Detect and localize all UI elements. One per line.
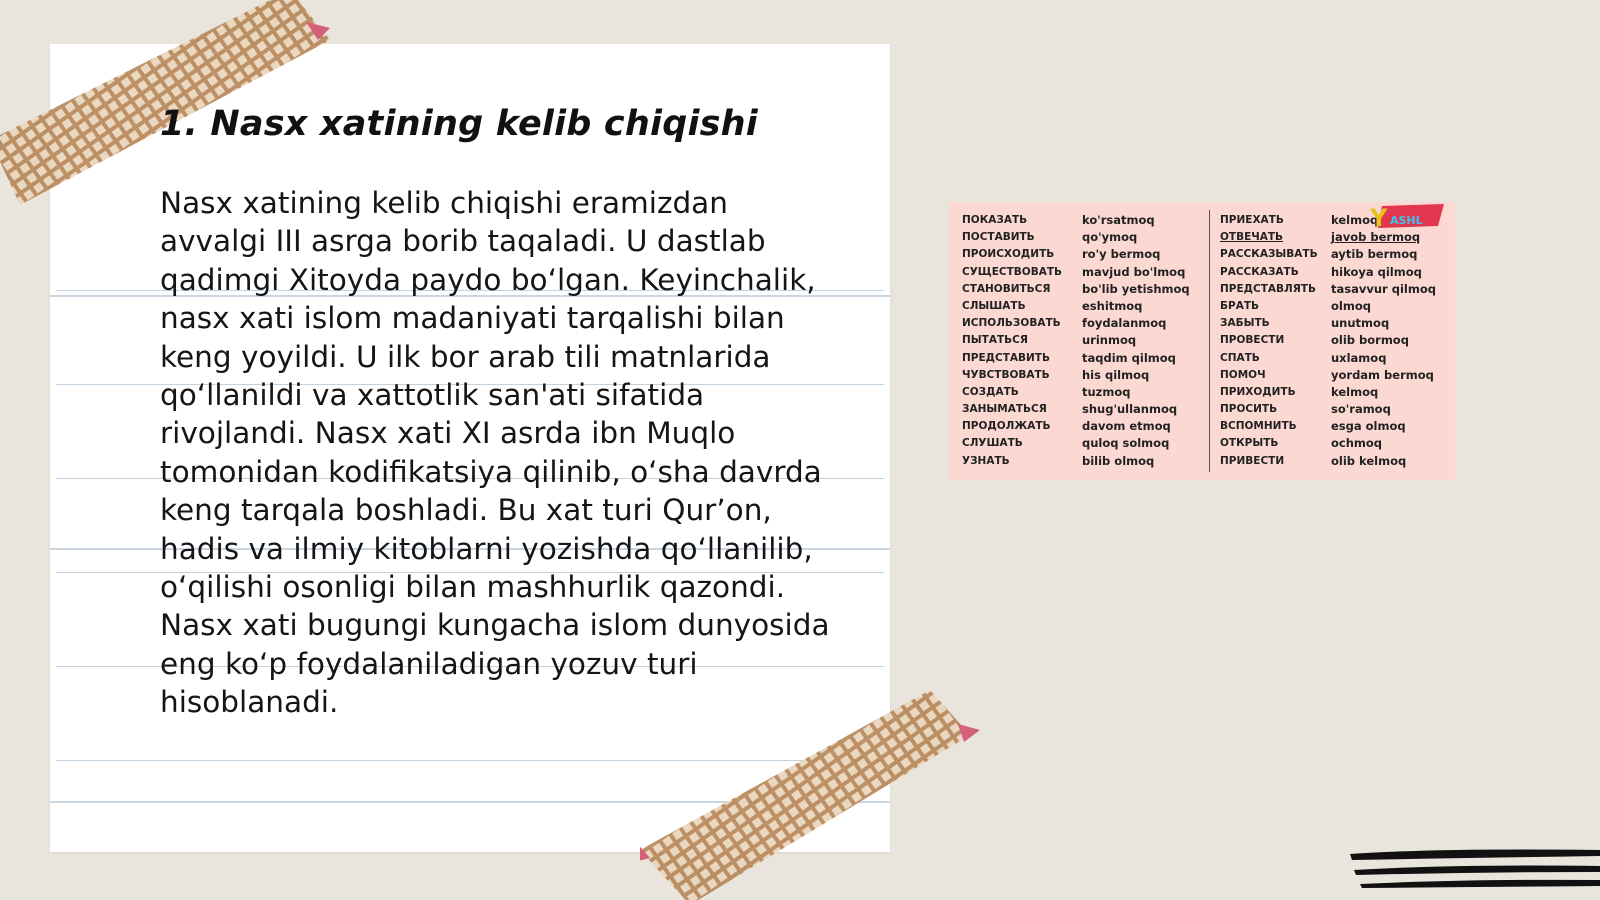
vocab-word: ПЫТАТЬСЯ: [962, 334, 1028, 347]
vocab-translation: kelmoq: [1331, 213, 1379, 227]
brand-logo-icon: [1368, 202, 1448, 232]
vocab-word: БРАТЬ: [1220, 299, 1259, 312]
vocab-translation: olib kelmoq: [1331, 453, 1407, 468]
vocab-translation: kelmoq: [1331, 384, 1379, 399]
vocab-column-left-uz: [1082, 212, 1190, 470]
vocab-word: РАССКАЗАТЬ: [1220, 265, 1299, 278]
vocab-word: СПАТЬ: [1220, 351, 1260, 364]
vocab-word: РАССКАЗЫВАТЬ: [1220, 248, 1318, 261]
vocab-translation: mavjud bo'lmoq: [1082, 264, 1186, 279]
vocab-translation: aytib bermoq: [1331, 247, 1418, 262]
vocab-translation: ochmoq: [1331, 436, 1383, 451]
vocab-column-left-ru: [962, 212, 1062, 470]
vocab-translation: urinmoq: [1082, 333, 1137, 348]
vocab-translation: tuzmoq: [1082, 384, 1131, 399]
vocab-translation: olib bormoq: [1331, 333, 1409, 348]
vocab-word: ПРОДОЛЖАТЬ: [962, 420, 1051, 433]
vocabulary-table-image: [950, 202, 1455, 480]
vocab-translation: foydalanmoq: [1082, 316, 1167, 331]
vocab-word: ЗАБЫТЬ: [1220, 317, 1270, 330]
vocab-translation: ro'y bermoq: [1082, 247, 1161, 262]
vocab-translation: hikoya qilmoq: [1331, 264, 1422, 279]
svg-text:Y: Y: [1370, 204, 1388, 232]
vocab-column-right-uz: [1331, 212, 1436, 470]
vocab-word: ПОКАЗАТЬ: [962, 214, 1028, 226]
vocab-word: ВСПОМНИТЬ: [1220, 420, 1297, 433]
vocab-word: ПРОИСХОДИТЬ: [962, 248, 1055, 261]
vocab-word: ИСПОЛЬЗОВАТЬ: [962, 317, 1061, 330]
vocab-translation: javob bermoq: [1331, 230, 1421, 245]
vocab-translation: taqdim qilmoq: [1082, 350, 1176, 365]
vocab-translation: his qilmoq: [1082, 367, 1150, 382]
brush-stroke-lines-icon: [1348, 846, 1600, 892]
vocab-translation: qo'ymoq: [1082, 230, 1138, 245]
vocab-translation: olmoq: [1331, 298, 1371, 313]
logo-text: ASHL: [1390, 214, 1423, 227]
page-title: 1. Nasx xatining kelib chiqishi: [160, 104, 758, 144]
vocab-column-right-ru: [1220, 212, 1318, 470]
vocab-word: ПРИВЕСТИ: [1220, 454, 1285, 467]
vocab-word: СЛУШАТЬ: [962, 437, 1023, 450]
vocab-translation: quloq solmoq: [1082, 436, 1170, 451]
vocab-word: ПРОВЕСТИ: [1220, 334, 1285, 347]
vocab-translation: yordam bermoq: [1331, 367, 1434, 382]
vocab-word: ПОСТАВИТЬ: [962, 231, 1035, 244]
vocab-translation: so'ramoq: [1331, 402, 1391, 417]
vocab-word: ЗАНЫМАТЬСЯ: [962, 403, 1047, 416]
vocab-word: ЧУВСТВОВАТЬ: [962, 368, 1050, 381]
vocab-translation: shug'ullanmoq: [1082, 402, 1178, 417]
vocab-word: СЛЫШАТЬ: [962, 299, 1026, 312]
vocab-word: ПРОСИТЬ: [1220, 403, 1278, 416]
vocab-word: УЗНАТЬ: [962, 454, 1010, 467]
vocab-translation: esga olmoq: [1331, 419, 1406, 434]
vocab-word: ПРЕДСТАВЛЯТЬ: [1220, 282, 1316, 295]
vocab-translation: eshitmoq: [1082, 298, 1143, 313]
vocab-word: ПОМОЧ: [1220, 368, 1266, 381]
vocab-word: ПРИЕХАТЬ: [1220, 214, 1284, 226]
vocab-translation: davom etmoq: [1082, 419, 1171, 434]
vocab-word: ПРИХОДИТЬ: [1220, 385, 1296, 398]
vocab-word: СОЗДАТЬ: [962, 385, 1019, 398]
vocab-translation: uxlamoq: [1331, 350, 1387, 365]
vocab-translation: tasavvur qilmoq: [1331, 281, 1436, 296]
vocab-word: ОТКРЫТЬ: [1220, 437, 1279, 450]
vocab-word: ПРЕДСТАВИТЬ: [962, 351, 1050, 364]
vocab-word: СТАНОВИТЬСЯ: [962, 282, 1051, 295]
body-paragraph: Nasx xatining kelib chiqishi eramizdan avvalgi III asrga borib taqaladi. U dastlab qadimgi Xitoyda paydo bo‘lgan. Keyinchalik, nasx xati islom madaniyati tarqalishi bilan keng yoyildi. U ilk bor arab tili matnlarida qo‘llanildi va xattotlik san'ati sifatida rivojlandi. Nasx xati XI asrda ibn Muqlo tomonidan kodifikatsiya qilinib, o‘sha davrda keng tarqala boshladi. Bu xat turi Qur’on, hadis va ilmiy kitoblarni yozishda qo‘llanilib, o‘qilishi osonligi bilan mashhurlik qazondi. Nasx xati bugungi kungacha islom dunyosida eng ko‘p foydalaniladigan yozuv turi hisoblanadi.: [160, 186, 830, 720]
vocab-translation: bilib olmoq: [1082, 453, 1155, 468]
vocab-translation: ko'rsatmoq: [1082, 213, 1155, 227]
vocab-word: ОТВЕЧАТЬ: [1220, 231, 1284, 244]
column-divider: [1209, 210, 1210, 472]
vocab-word: СУЩЕСТВОВАТЬ: [962, 265, 1062, 278]
vocab-translation: unutmoq: [1331, 316, 1390, 331]
vocab-translation: bo'lib yetishmoq: [1082, 281, 1190, 296]
